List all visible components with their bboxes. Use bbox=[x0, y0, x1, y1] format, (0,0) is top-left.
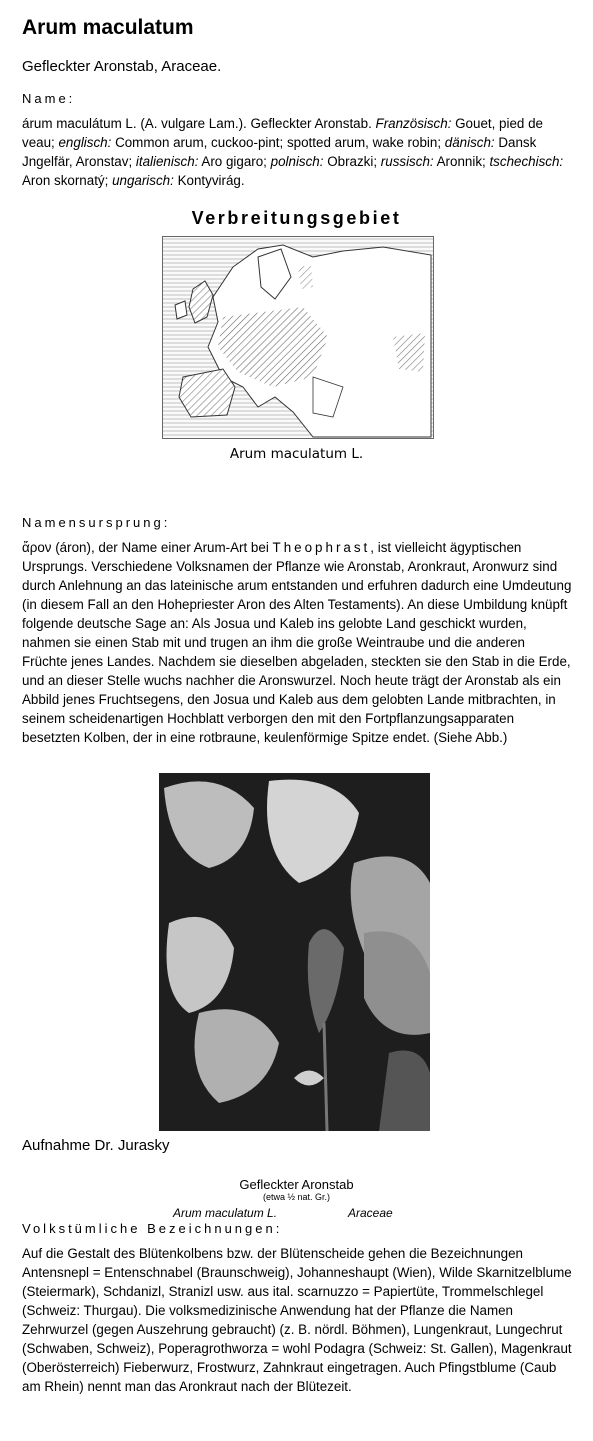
page-subtitle: Gefleckter Aronstab, Araceae. bbox=[22, 58, 222, 75]
distribution-map bbox=[162, 236, 434, 439]
map-title: Verbreitungsgebiet bbox=[191, 208, 402, 228]
name-paragraph: árum maculátum L. (A. vulgare Lam.). Gefleckter Aronstab. Französisch: Gouet, pied de veau; englisch: Common arum, cuckoo-pint; spotted arum, wake robin; dänisch: Dansk Jngelfär, Aronstav; italienisch: Aro gigaro; polnisch: Obrazki; russisch: Aronnik; tschechisch: Aron skornatý; ungarisch: Kontyvirág. bbox=[22, 116, 564, 188]
plate-scale: (etwa ½ nat. Gr.) bbox=[262, 1192, 331, 1202]
origin-heading: Namensursprung: bbox=[22, 515, 171, 530]
photo-credit: Aufnahme Dr. Jurasky bbox=[22, 1137, 170, 1154]
map-caption: Arum maculatum L. bbox=[229, 446, 364, 462]
plate-title: Gefleckter Aronstab bbox=[239, 1177, 354, 1192]
origin-paragraph: ἄρον (áron), der Name einer Arum-Art bei Theophrast, ist vielleicht ägyptischen Ursprungs. Verschiedene Volksnamen der Pflanze wie Aronstab, Aronkraut, Aronwurz sind durch Anlehnung an das lateinische arum entstanden und erfuhren dadurch eine Umdeutung (in diesem Fall an den Hohepriester Aron des Alten Testaments). An diese Umbildung knüpft folgende deutsche Sage an: Als Josua und Kaleb ins gelobte Land geschickt wurden, nahmen sie einen Stab mit und trugen an ihm die große Weintraube und die anderen Früchte jenes Landes. Nachdem sie dieselben abgeladen, steckten sie den Stab in die Erde, und an dieser Stelle wuchs nachher die Aronswurzel. Noch heute trägt der Aronstab als ein Abbild jenes Fruchtsegens, den Josua und Kaleb aus dem gelobten Lande mitbrachten, in seinem scheidenartigen Hochblatt verborgen den mit den Fortpflanzungsapparaten besetzten Kolben, der in eine rotbraune, keulenförmige Spitze endet. (Siehe Abb.) bbox=[22, 540, 572, 745]
plate-family-name: Araceae bbox=[348, 1206, 393, 1220]
name-heading: Name: bbox=[22, 91, 76, 106]
folk-paragraph: Auf die Gestalt des Blütenkolbens bzw. der Blütenscheide gehen die Bezeichnungen Antensnepl = Entenschnabel (Braunschweig), Johanneshaupt (Wien), Wilde Skarnitzelblume (Steiermark), Schdanizl, Stranizl usw. aus ital. scarnuzzo = Papiertüte, Trommelschlegel (Schweiz: Thurgau). Die volksmedizinische Anwendung hat der Pflanze die Namen Zehrwurzel (gegen Auszehrung gebraucht) (z. B. nördl. Böhmen), Lungenkraut, Lungechrut (Schwaben, Schweiz), Poperagrothworza = wohl Podagra (Schweiz: St. Gallen), Magenkraut (Oberösterreich) Fieberwurz, Frostwurz, Zahnkraut eingetragen. Auch Pfingstblume (Caub am Rhein) nennt man das Aronkraut nach der Blütezeit. bbox=[22, 1246, 572, 1394]
page-title: Arum maculatum bbox=[22, 16, 194, 39]
folk-heading: Volkstümliche Bezeichnungen: bbox=[22, 1221, 283, 1236]
plate-latin-name: Arum maculatum L. bbox=[173, 1206, 278, 1220]
plant-photo bbox=[159, 773, 430, 1131]
